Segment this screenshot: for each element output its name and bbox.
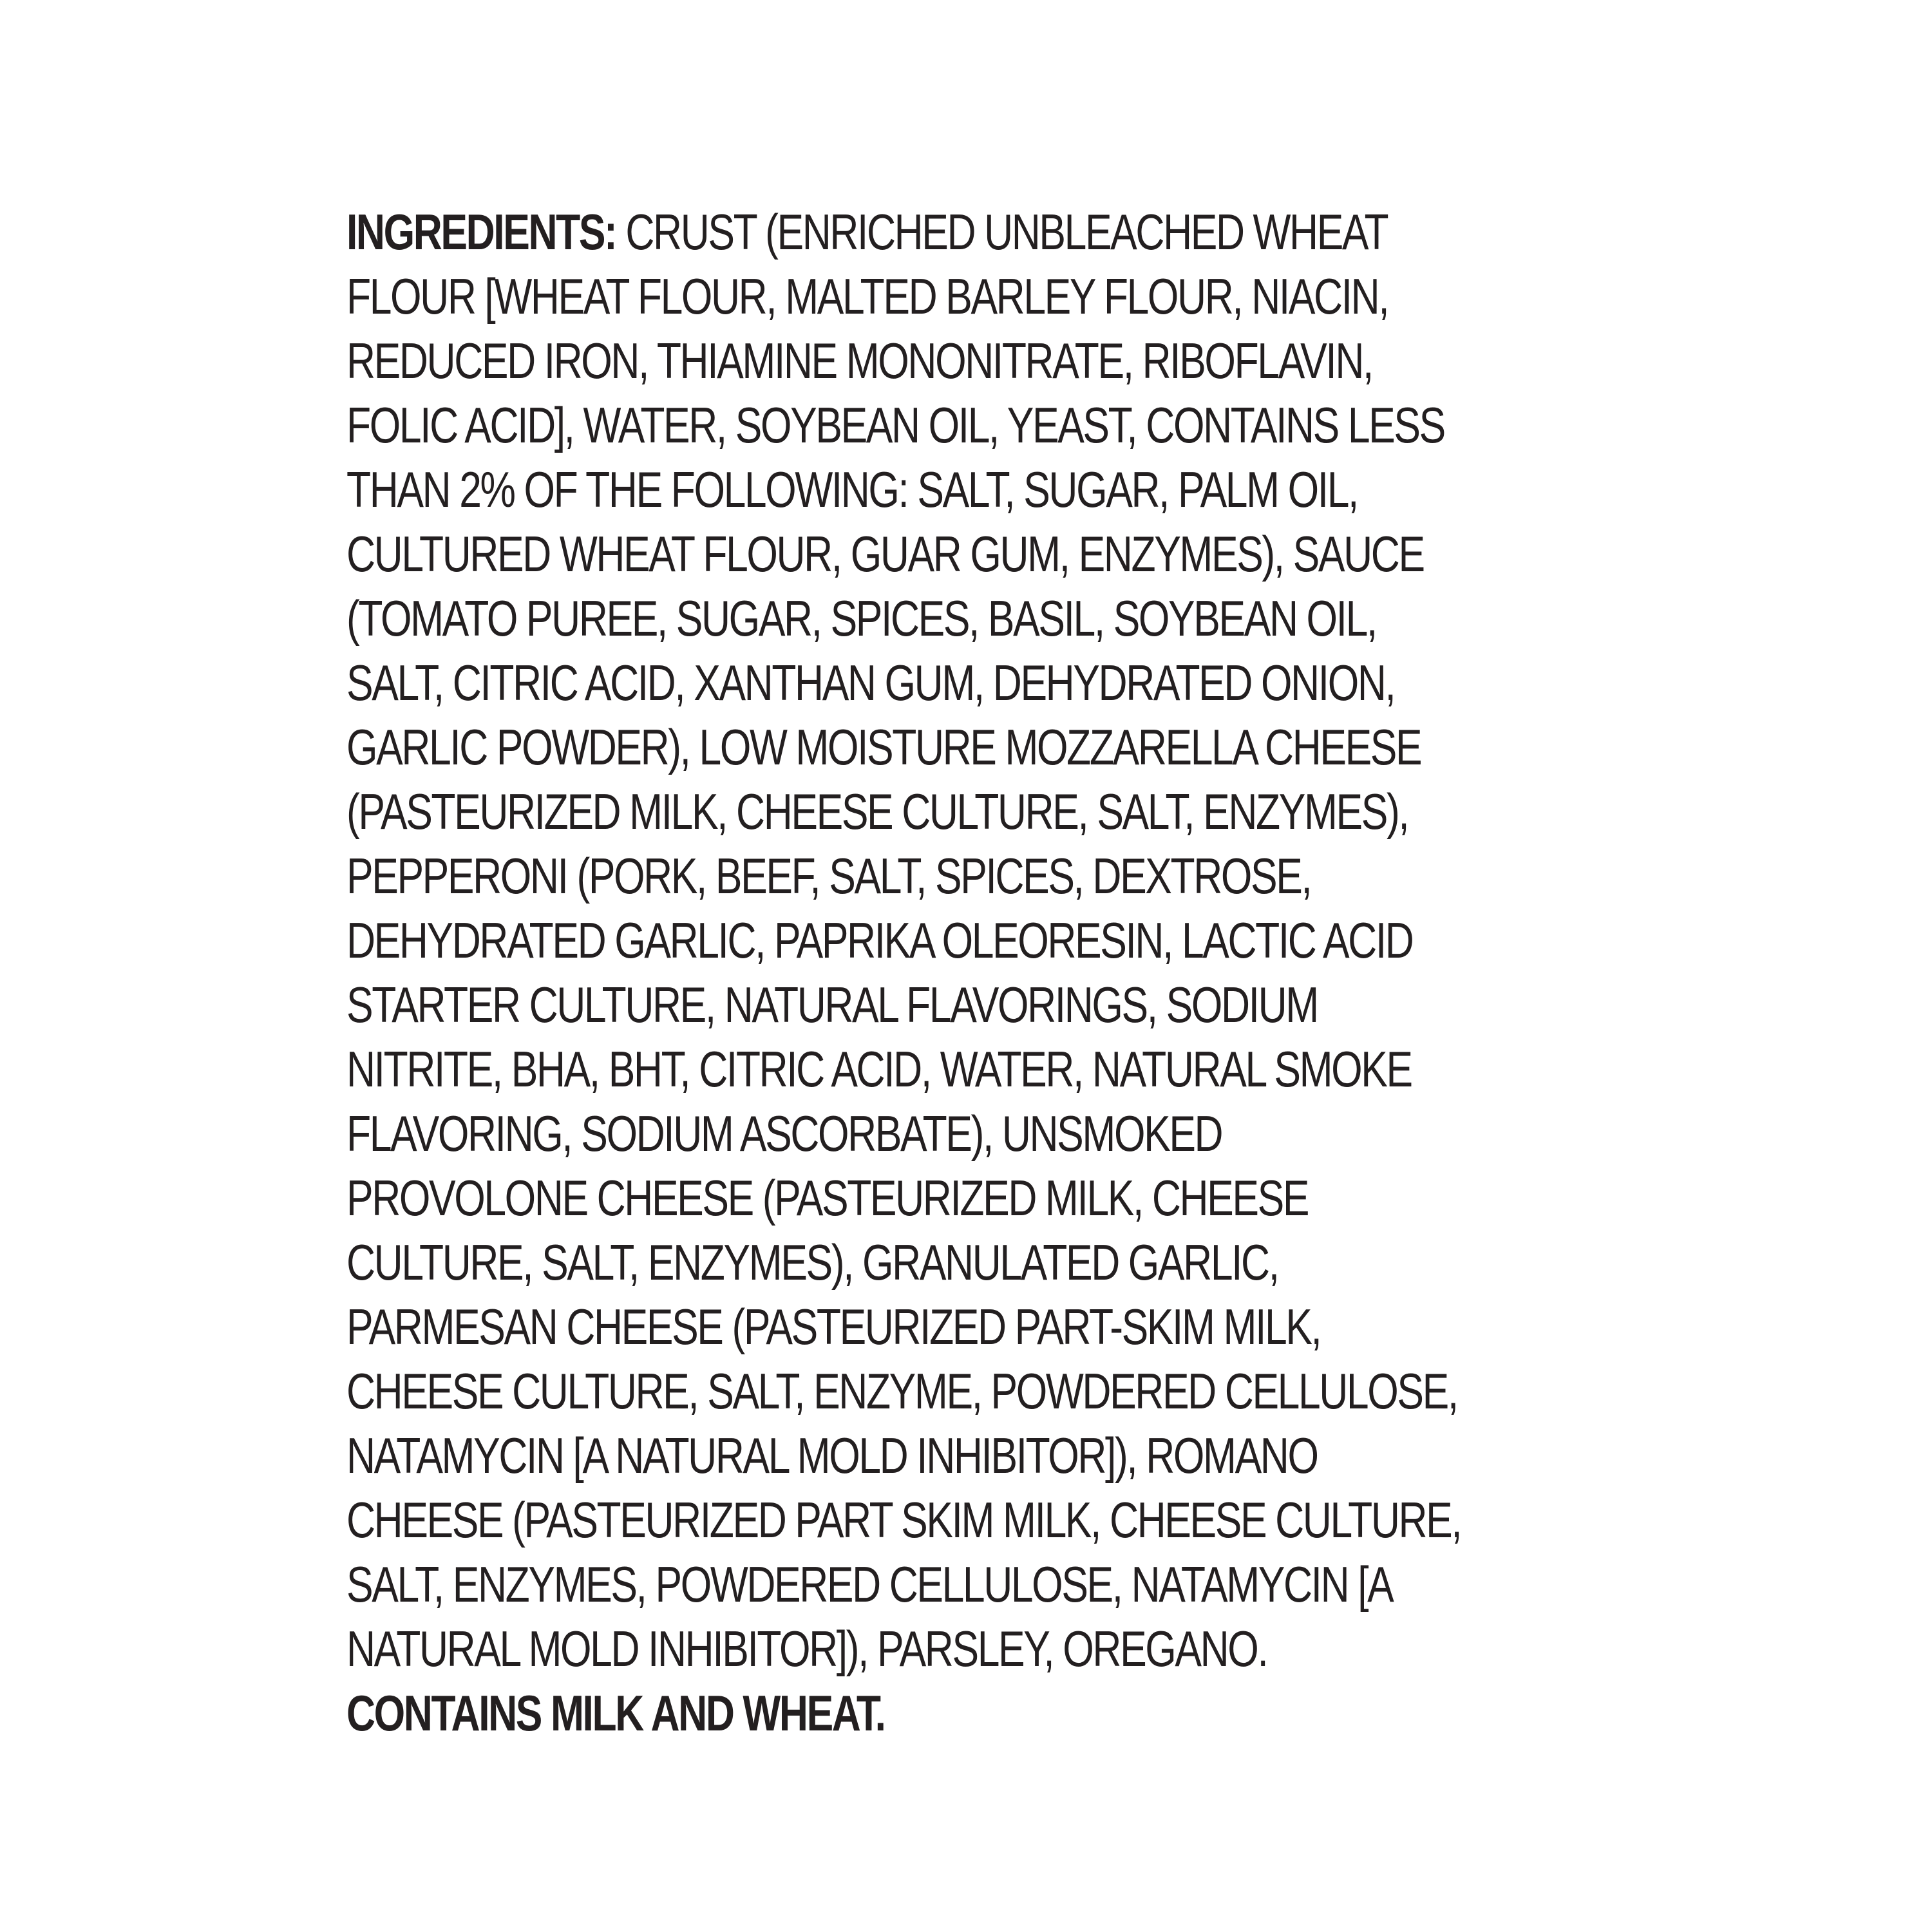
ingredients-line: GARLIC POWDER), LOW MOISTURE MOZZARELLA CHEESE bbox=[346, 719, 1421, 775]
ingredients-line: FOLIC ACID], WATER, SOYBEAN OIL, YEAST, CONTAINS LESS bbox=[346, 397, 1444, 453]
ingredients-line: NITRITE, BHA, BHT, CITRIC ACID, WATER, NATURAL SMOKE bbox=[346, 1041, 1412, 1097]
ingredients-line: THAN 2% OF THE FOLLOWING: SALT, SUGAR, PALM OIL, bbox=[346, 461, 1358, 518]
allergen-statement: CONTAINS MILK AND WHEAT. bbox=[346, 1685, 885, 1741]
ingredients-line: SALT, CITRIC ACID, XANTHAN GUM, DEHYDRATED ONION, bbox=[346, 654, 1395, 711]
ingredients-text: CRUST (ENRICHED UNBLEACHED WHEAT bbox=[625, 204, 1388, 260]
ingredients-line: STARTER CULTURE, NATURAL FLAVORINGS, SODIUM bbox=[346, 976, 1318, 1033]
ingredients-line: SALT, ENZYMES, POWDERED CELLULOSE, NATAMYCIN [A bbox=[346, 1556, 1393, 1613]
ingredients-line: CULTURE, SALT, ENZYMES), GRANULATED GARLIC, bbox=[346, 1234, 1278, 1291]
ingredients-line: PARMESAN CHEESE (PASTEURIZED PART-SKIM MILK, bbox=[346, 1298, 1321, 1355]
ingredients-line: CULTURED WHEAT FLOUR, GUAR GUM, ENZYMES), SAUCE bbox=[346, 526, 1424, 582]
ingredients-line: CHEESE (PASTEURIZED PART SKIM MILK, CHEESE CULTURE, bbox=[346, 1492, 1461, 1548]
ingredients-line: REDUCED IRON, THIAMINE MONONITRATE, RIBOFLAVIN, bbox=[346, 332, 1372, 389]
ingredients-line: FLOUR [WHEAT FLOUR, MALTED BARLEY FLOUR, NIACIN, bbox=[346, 268, 1388, 325]
ingredients-line: DEHYDRATED GARLIC, PAPRIKA OLEORESIN, LACTIC ACID bbox=[346, 912, 1413, 969]
ingredients-line: (TOMATO PUREE, SUGAR, SPICES, BASIL, SOYBEAN OIL, bbox=[346, 590, 1376, 647]
ingredients-line: NATURAL MOLD INHIBITOR]), PARSLEY, OREGANO. bbox=[346, 1620, 1267, 1677]
ingredients-line: PEPPERONI (PORK, BEEF, SALT, SPICES, DEXTROSE, bbox=[346, 848, 1311, 904]
ingredients-line: (PASTEURIZED MILK, CHEESE CULTURE, SALT, ENZYMES), bbox=[346, 783, 1408, 840]
ingredients-line bbox=[346, 200, 1388, 264]
ingredients-heading: INGREDIENTS: bbox=[346, 204, 616, 260]
ingredients-label bbox=[346, 200, 1461, 1745]
ingredients-line: CHEESE CULTURE, SALT, ENZYME, POWDERED CELLULOSE, bbox=[346, 1363, 1457, 1419]
ingredients-line: NATAMYCIN [A NATURAL MOLD INHIBITOR]), ROMANO bbox=[346, 1427, 1318, 1484]
ingredients-line: FLAVORING, SODIUM ASCORBATE), UNSMOKED bbox=[346, 1105, 1222, 1162]
ingredients-line: PROVOLONE CHEESE (PASTEURIZED MILK, CHEESE bbox=[346, 1170, 1309, 1226]
